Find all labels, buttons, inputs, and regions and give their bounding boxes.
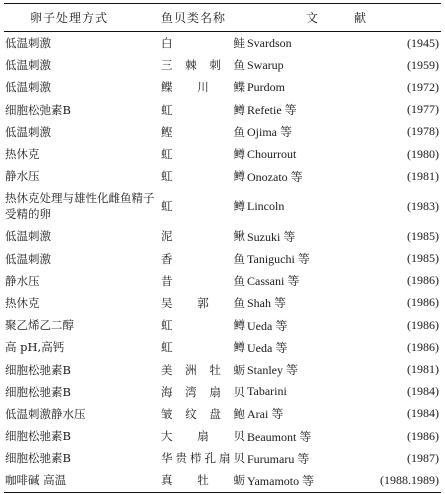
species-char: 贝 xyxy=(233,429,245,444)
table-row xyxy=(4,292,441,314)
species-char: 鳟 xyxy=(233,147,245,162)
species-char: 虹 xyxy=(161,318,173,333)
cell-method xyxy=(4,54,159,76)
species-char: 栉 xyxy=(190,451,202,466)
species-char: 昔 xyxy=(161,273,173,288)
cell-author: Ojima 等 xyxy=(247,125,292,140)
cell-author: Cassani 等 xyxy=(247,274,300,289)
cell-author: Yamamoto 等 xyxy=(247,469,371,492)
species-char: 鲽 xyxy=(233,80,245,95)
cell-species xyxy=(159,314,247,336)
species-char: 三 xyxy=(161,58,173,73)
table-row xyxy=(4,469,441,492)
table-row xyxy=(4,54,441,76)
species-char: 吴 xyxy=(161,295,173,310)
method-text: 低温刺激 xyxy=(5,36,51,51)
species-char: 川 xyxy=(197,80,209,95)
table-row xyxy=(4,187,441,225)
species-char: 鲑 xyxy=(233,36,245,51)
species-char: 虹 xyxy=(161,340,173,355)
species-char: 牡 xyxy=(197,473,209,488)
method-text: 低温刺激 xyxy=(5,80,51,95)
species-char: 刺 xyxy=(209,58,221,73)
species-char: 牡 xyxy=(209,362,221,377)
method-text: 低温刺激 xyxy=(5,251,51,266)
table-row xyxy=(4,381,441,403)
species-char: 鱼 xyxy=(233,295,245,310)
species-char: 华 xyxy=(161,451,173,466)
method-text: 静水压 xyxy=(5,273,40,288)
method-text: 细胞松弛素B xyxy=(5,102,71,117)
cell-author: Suzuki 等 xyxy=(247,229,296,244)
species-char: 鲣 xyxy=(161,124,173,139)
cell-year: (1986) xyxy=(407,295,440,310)
cell-year: (1986) xyxy=(407,317,440,332)
header-reference: 文献 xyxy=(247,4,441,32)
cell-year: (1984) xyxy=(407,406,440,421)
method-text: 热休克处理与雄性化雌鱼精子受精的卵 xyxy=(5,191,155,222)
method-text: 低温刺激 xyxy=(5,124,51,139)
cell-year: (1945) xyxy=(407,35,440,50)
cell-author: Taniguchi 等 xyxy=(247,252,310,267)
species-char: 鲽 xyxy=(161,80,173,95)
species-char: 孔 xyxy=(204,451,216,466)
cell-method xyxy=(4,270,159,292)
cell-species xyxy=(159,32,247,55)
cell-species xyxy=(159,76,247,98)
cell-author: Refetie 等 xyxy=(247,103,297,118)
species-char: 鳟 xyxy=(233,340,245,355)
species-char: 蛎 xyxy=(233,473,245,488)
species-char: 虹 xyxy=(161,147,173,162)
species-char: 洲 xyxy=(185,362,197,377)
table-row xyxy=(4,447,441,469)
cell-year: (1972) xyxy=(407,79,440,94)
species-char: 皱 xyxy=(161,406,173,421)
cell-method xyxy=(4,248,159,270)
table-row xyxy=(4,225,441,247)
species-char: 扇 xyxy=(219,451,231,466)
species-char: 鳟 xyxy=(233,169,245,184)
cell-method xyxy=(4,469,159,492)
cell-species xyxy=(159,381,247,403)
cell-species xyxy=(159,447,247,469)
cell-year: (1959) xyxy=(407,57,440,72)
species-char: 扇 xyxy=(197,429,209,444)
species-char: 真 xyxy=(161,473,173,488)
cell-species xyxy=(159,292,247,314)
cell-author: Svardson xyxy=(247,35,292,50)
cell-species xyxy=(159,425,247,447)
table-body xyxy=(4,32,441,493)
species-char: 鱼 xyxy=(233,124,245,139)
species-char: 美 xyxy=(161,362,173,377)
cell-method xyxy=(4,76,159,98)
cell-author: Arai 等 xyxy=(247,407,284,422)
cell-method xyxy=(4,165,159,187)
cell-species xyxy=(159,165,247,187)
treatment-table xyxy=(4,3,441,493)
species-char: 鱼 xyxy=(233,251,245,266)
cell-method xyxy=(4,358,159,380)
method-text: 热休克 xyxy=(5,295,40,310)
method-text: 低温刺激 xyxy=(5,229,51,244)
table-row xyxy=(4,403,441,425)
cell-method xyxy=(4,447,159,469)
species-char: 鳟 xyxy=(233,102,245,117)
cell-year: (1983) xyxy=(407,198,440,213)
cell-year: (1988.1989) xyxy=(371,469,441,492)
table-row xyxy=(4,425,441,447)
method-text: 细胞松驰素B xyxy=(5,451,71,466)
species-char: 鲍 xyxy=(233,406,245,421)
table-row xyxy=(4,32,441,55)
cell-species xyxy=(159,469,247,492)
species-char: 纹 xyxy=(185,406,197,421)
cell-author: Tabarini xyxy=(247,384,287,399)
cell-author: Ueda 等 xyxy=(247,340,288,355)
table-row xyxy=(4,143,441,165)
table-row xyxy=(4,99,441,121)
method-text: 低温刺激 xyxy=(5,58,51,73)
cell-year: (1986) xyxy=(407,273,440,288)
species-char: 贝 xyxy=(233,451,245,466)
table-row xyxy=(4,121,441,143)
species-char: 大 xyxy=(161,429,173,444)
species-char: 鳟 xyxy=(233,318,245,333)
cell-author: Furumaru 等 xyxy=(247,451,310,466)
cell-author: Shah 等 xyxy=(247,296,287,311)
table-row xyxy=(4,76,441,98)
cell-method xyxy=(4,143,159,165)
cell-species xyxy=(159,358,247,380)
cell-author: Ueda 等 xyxy=(247,318,288,333)
cell-method xyxy=(4,336,159,358)
method-text: 高 pH,高钙 xyxy=(5,340,65,355)
cell-year: (1986) xyxy=(407,428,440,443)
cell-year: (1985) xyxy=(407,228,440,243)
species-char: 蛎 xyxy=(233,362,245,377)
cell-year: (1978) xyxy=(407,124,440,139)
cell-species xyxy=(159,270,247,292)
cell-species xyxy=(159,225,247,247)
cell-author: Lincoln xyxy=(247,198,285,213)
cell-method xyxy=(4,425,159,447)
species-char: 扇 xyxy=(209,384,221,399)
cell-author: Onozato 等 xyxy=(247,169,303,184)
cell-author: Purdom xyxy=(247,79,286,94)
cell-year: (1981) xyxy=(407,168,440,183)
cell-author: Stanley 等 xyxy=(247,363,298,378)
method-text: 细胞松驰素B xyxy=(5,429,71,444)
species-char: 虹 xyxy=(161,169,173,184)
cell-year: (1985) xyxy=(407,251,440,266)
species-char: 香 xyxy=(161,251,173,266)
species-char: 鳟 xyxy=(233,199,245,214)
species-char: 鳅 xyxy=(233,229,245,244)
cell-author: Beaumont 等 xyxy=(247,429,312,444)
species-char: 虹 xyxy=(161,102,173,117)
cell-method xyxy=(4,99,159,121)
cell-method xyxy=(4,187,159,225)
method-text: 咖啡碱 高温 xyxy=(5,473,67,488)
cell-method xyxy=(4,32,159,55)
cell-year: (1980) xyxy=(407,146,440,161)
cell-method xyxy=(4,225,159,247)
species-char: 虹 xyxy=(161,199,173,214)
table-row xyxy=(4,165,441,187)
cell-species xyxy=(159,336,247,358)
species-char: 盘 xyxy=(209,406,221,421)
species-char: 鱼 xyxy=(233,273,245,288)
cell-method xyxy=(4,403,159,425)
table-header-row xyxy=(4,4,441,32)
cell-species xyxy=(159,403,247,425)
cell-species xyxy=(159,187,247,225)
cell-year: (1981) xyxy=(407,362,440,377)
method-text: 细胞松驰素B xyxy=(5,362,71,377)
species-char: 湾 xyxy=(185,384,197,399)
table-row xyxy=(4,358,441,380)
cell-method xyxy=(4,121,159,143)
cell-species xyxy=(159,248,247,270)
cell-species xyxy=(159,99,247,121)
cell-year: (1984) xyxy=(407,384,440,399)
cell-author: Chourrout xyxy=(247,146,297,161)
species-char: 泥 xyxy=(161,229,173,244)
method-text: 细胞松驰素B xyxy=(5,384,71,399)
cell-species xyxy=(159,54,247,76)
species-char: 棘 xyxy=(185,58,197,73)
cell-species xyxy=(159,143,247,165)
method-text: 热休克 xyxy=(5,147,40,162)
cell-method xyxy=(4,292,159,314)
method-text: 低温刺激静水压 xyxy=(5,406,86,421)
species-char: 鱼 xyxy=(233,58,245,73)
cell-method xyxy=(4,314,159,336)
species-char: 海 xyxy=(161,384,173,399)
species-char: 贵 xyxy=(175,451,187,466)
cell-method xyxy=(4,381,159,403)
table-row xyxy=(4,314,441,336)
cell-year: (1986) xyxy=(407,339,440,354)
header-species: 鱼贝类名称 xyxy=(159,4,247,32)
table-row xyxy=(4,270,441,292)
species-char: 郭 xyxy=(197,295,209,310)
table-row xyxy=(4,336,441,358)
method-text: 静水压 xyxy=(5,169,40,184)
species-char: 贝 xyxy=(233,384,245,399)
method-text: 聚乙烯乙二醇 xyxy=(5,318,74,333)
cell-year: (1977) xyxy=(407,102,440,117)
table-row xyxy=(4,248,441,270)
cell-species xyxy=(159,121,247,143)
cell-year: (1987) xyxy=(407,450,440,465)
species-char: 白 xyxy=(161,36,173,51)
cell-author: Swarup xyxy=(247,57,284,72)
header-method: 卵子处理方式 xyxy=(4,4,159,32)
